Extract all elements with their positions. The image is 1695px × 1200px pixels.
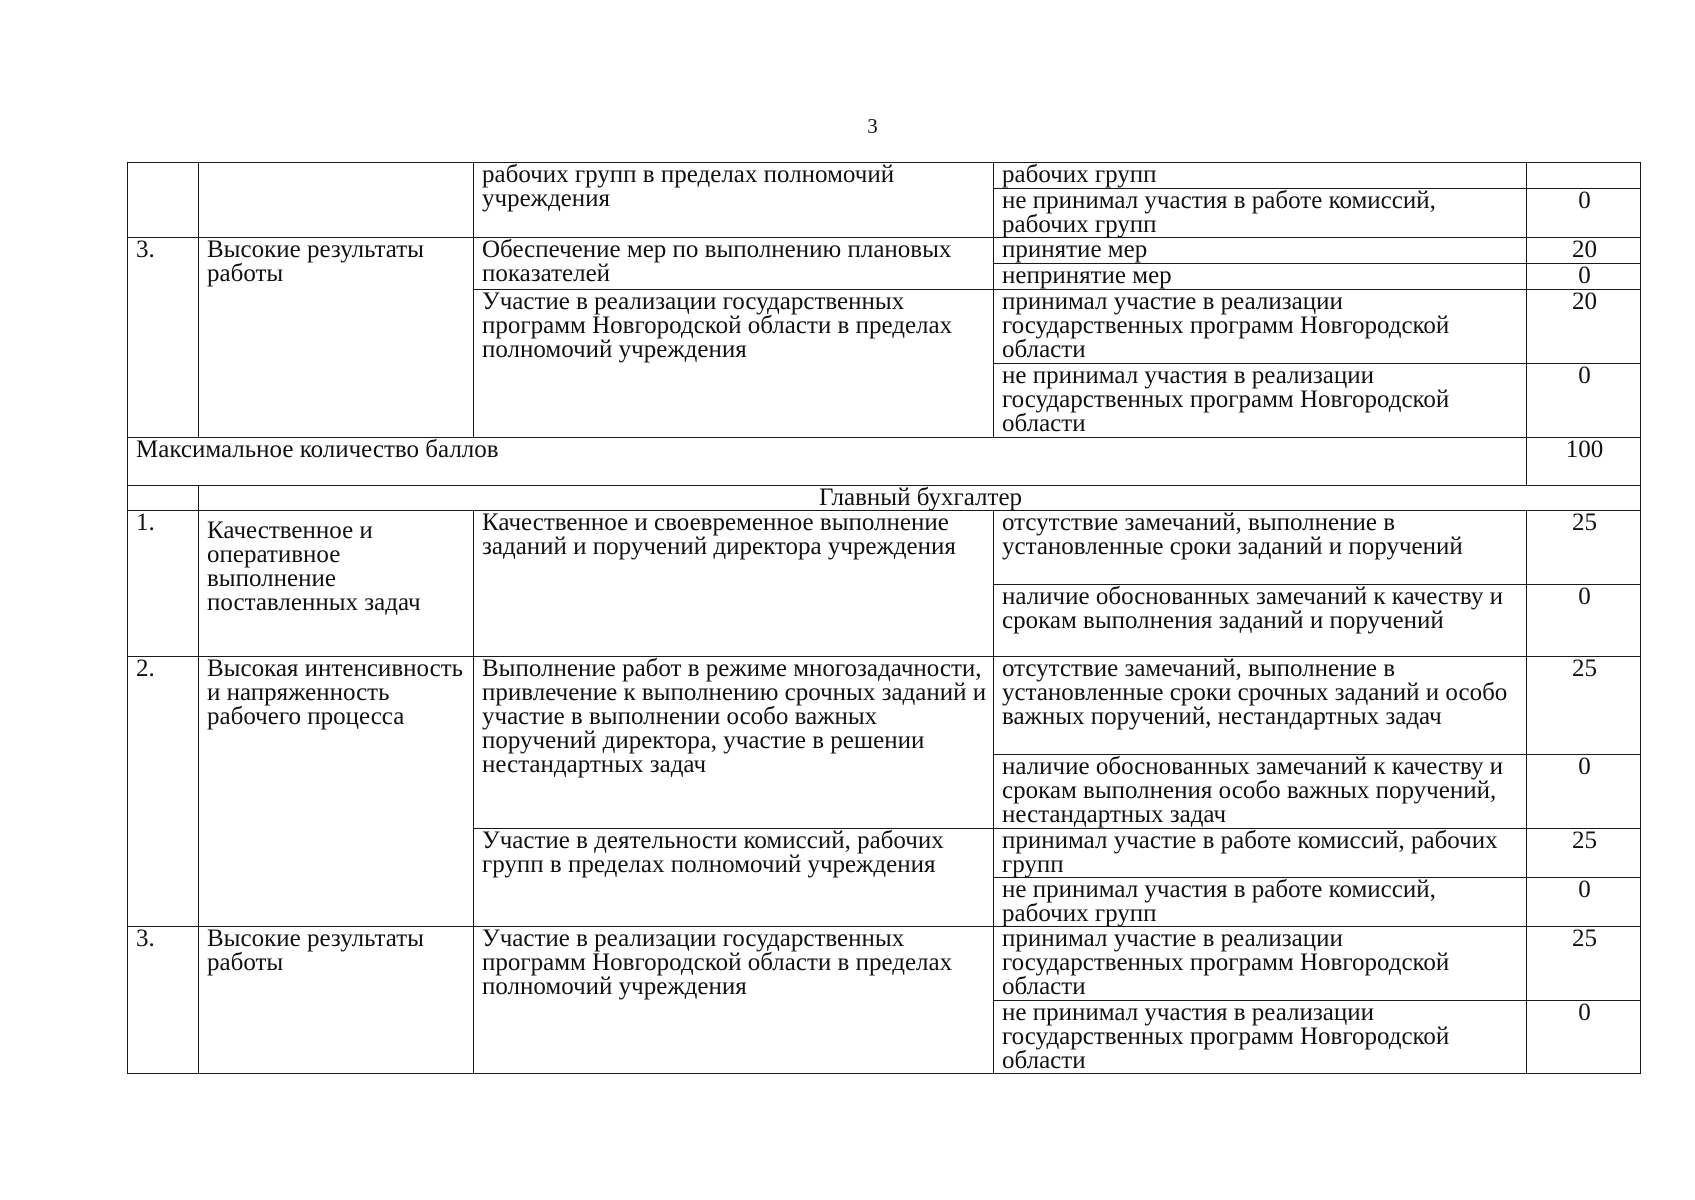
indicator-cell: Участие в реализации государственных программ Новгородской области в пределах полномочий учреждения <box>474 927 994 1074</box>
max-points-label: Максимальное количество баллов <box>128 438 1527 486</box>
points-cell: 25 <box>1527 657 1641 755</box>
criteria-table <box>127 162 1641 1074</box>
table-row <box>128 511 1641 585</box>
section-title: Главный бухгалтер <box>199 486 1641 511</box>
condition-cell: отсутствие замечаний, выполнение в установленные сроки заданий и поручений <box>994 511 1527 585</box>
points-cell: 25 <box>1527 927 1641 1001</box>
condition-cell: принятие мер <box>994 238 1527 264</box>
max-points-row <box>128 438 1641 486</box>
table-row <box>128 238 1641 264</box>
points-cell: 0 <box>1527 1001 1641 1074</box>
criterion-cell: Высокая интенсивность и напряженность рабочего процесса <box>199 657 474 927</box>
condition-cell: принимал участие в реализации государственных программ Новгородской области <box>994 290 1527 364</box>
section-header-blank <box>128 486 199 511</box>
table-row <box>128 927 1641 1001</box>
row-number: 3. <box>128 238 199 438</box>
points-cell: 20 <box>1527 238 1641 264</box>
condition-cell: не принимал участия в реализации государственных программ Новгородской области <box>994 364 1527 438</box>
row-number: 1. <box>128 511 199 657</box>
page-number: 3 <box>867 114 878 138</box>
criterion-cell <box>199 163 474 238</box>
points-cell: 0 <box>1527 585 1641 657</box>
condition-cell: не принимал участия в работе комиссий, рабочих групп <box>994 878 1527 927</box>
condition-cell: непринятие мер <box>994 264 1527 290</box>
points-cell: 0 <box>1527 878 1641 927</box>
table-row <box>128 657 1641 755</box>
points-cell: 0 <box>1527 364 1641 438</box>
criterion-cell: Высокие результаты работы <box>199 238 474 438</box>
condition-cell: наличие обоснованных замечаний к качеству и срокам выполнения заданий и поручений <box>994 585 1527 657</box>
points-cell: 0 <box>1527 264 1641 290</box>
condition-cell: принимал участие в реализации государственных программ Новгородской области <box>994 927 1527 1001</box>
max-points-value: 100 <box>1527 438 1641 486</box>
indicator-cell: Участие в реализации государственных программ Новгородской области в пределах полномочий учреждения <box>474 290 994 438</box>
condition-cell: не принимал участия в реализации государственных программ Новгородской области <box>994 1001 1527 1074</box>
row-number: 2. <box>128 657 199 927</box>
condition-cell: рабочих групп <box>994 163 1527 189</box>
table-row <box>128 163 1641 189</box>
condition-cell: отсутствие замечаний, выполнение в установленные сроки срочных заданий и особо важных поручений, нестандартных задач <box>994 657 1527 755</box>
points-cell: 0 <box>1527 755 1641 829</box>
points-cell: 25 <box>1527 511 1641 585</box>
row-number-cell <box>128 163 199 238</box>
points-cell <box>1527 163 1641 189</box>
condition-cell: наличие обоснованных замечаний к качеству и срокам выполнения особо важных поручений, нестандартных задач <box>994 755 1527 829</box>
row-number: 3. <box>128 927 199 1074</box>
indicator-cell: Качественное и своевременное выполнение заданий и поручений директора учреждения <box>474 511 994 657</box>
indicator-cell: Выполнение работ в режиме многозадачности, привлечение к выполнению срочных заданий и участие в выполнении особо важных поручений директора, участие в решении нестандартных задач <box>474 657 994 829</box>
section-header-row <box>128 486 1641 511</box>
indicator-cell: Участие в деятельности комиссий, рабочих групп в пределах полномочий учреждения <box>474 829 994 927</box>
condition-cell: не принимал участия в работе комиссий, рабочих групп <box>994 189 1527 238</box>
points-cell: 0 <box>1527 189 1641 238</box>
indicator-cell: Обеспечение мер по выполнению плановых показателей <box>474 238 994 290</box>
indicator-cell: рабочих групп в пределах полномочий учреждения <box>474 163 994 238</box>
criterion-cell: Качественное и оперативное выполнение поставленных задач <box>199 511 474 657</box>
condition-cell: принимал участие в работе комиссий, рабочих групп <box>994 829 1527 878</box>
criterion-cell: Высокие результаты работы <box>199 927 474 1074</box>
points-cell: 25 <box>1527 829 1641 878</box>
points-cell: 20 <box>1527 290 1641 364</box>
